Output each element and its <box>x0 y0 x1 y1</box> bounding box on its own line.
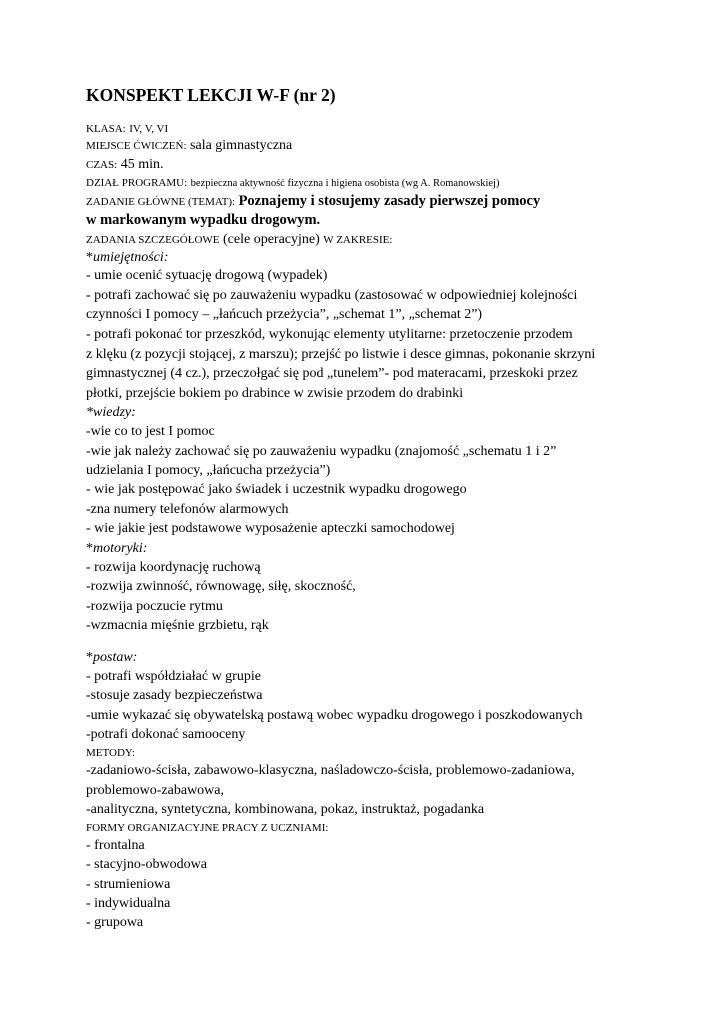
attitudes-star: * <box>86 650 93 665</box>
list-item: -stosuje zasady bezpieczeństwa <box>86 688 263 703</box>
list-item: -wie jak należy zachować się po zauważeniu wypadku (znajomość „schematu 1 i 2” <box>86 444 557 459</box>
class-label: KLASA: <box>86 123 126 135</box>
main-task-label: ZADANIE GŁÓWNE (TEMAT): <box>86 196 236 208</box>
program-label: DZIAŁ PROGRAMU: <box>86 177 188 189</box>
list-item: udzielania I pomocy, „łańcucha przeżycia”) <box>86 463 331 478</box>
main-task-line <box>86 192 540 211</box>
program-line <box>86 174 499 193</box>
document-title: KONSPEKT LEKCJI W-F (nr 2) <box>86 85 336 105</box>
main-task-topic: Poznajemy i stosujemy zasady pierwszej pomocy <box>238 193 541 209</box>
list-item: - wie jakie jest podstawowe wyposażenie apteczki samochodowej <box>86 521 455 536</box>
list-item: -umie wykazać się obywatelską postawą wobec wypadku drogowego i poszkodowanych <box>86 708 583 723</box>
motor-heading-text: motoryki: <box>93 541 148 556</box>
list-item: - wie jak postępować jako świadek i uczestnik wypadku drogowego <box>86 482 467 497</box>
list-item: -wie co to jest I pomoc <box>86 424 215 439</box>
list-item: problemowo-zabawowa, <box>86 783 225 798</box>
list-item: - stacyjno-obwodowa <box>86 857 207 872</box>
skills-heading-text: umiejętności: <box>93 250 169 265</box>
list-item: - rozwija koordynację ruchową <box>86 560 261 575</box>
knowledge-heading: *wiedzy: <box>86 405 136 420</box>
list-item: -rozwija zwinność, równowagę, siłę, skoczność, <box>86 579 356 594</box>
list-item: płotki, przejście bokiem po drabince w zwisie przodem do drabinki <box>86 386 464 401</box>
attitudes-heading <box>86 649 137 667</box>
list-item: -analityczna, syntetyczna, kombinowana, pokaz, instruktaż, pogadanka <box>86 802 485 817</box>
list-item: - indywidualna <box>86 896 171 911</box>
program-value: bezpieczna aktywność fizyczna i higiena osobista (wg A. Romanowskiej) <box>190 178 500 189</box>
list-item: - frontalna <box>86 838 145 853</box>
main-task-topic-cont: w markowanym wypadku drogowym. <box>86 212 321 228</box>
list-item: - potrafi zachować się po zauważeniu wypadku (zastosować w odpowiedniej kolejności <box>86 288 578 303</box>
list-item: -wzmacnia mięśnie grzbietu, rąk <box>86 618 269 633</box>
place-line <box>86 137 292 155</box>
place-label: MIEJSCE ĆWICZEŃ: <box>86 140 187 152</box>
class-line <box>86 120 168 138</box>
detailed-tasks-line <box>86 231 392 249</box>
list-item: -zadaniowo-ścisła, zabawowo-klasyczna, naśladowczo-ścisła, problemowo-zadaniowa, <box>86 763 575 778</box>
methods-heading: METODY: <box>86 747 135 759</box>
motor-heading <box>86 540 147 558</box>
forms-heading: FORMY ORGANIZACYJNE PRACY Z UCZNIAMI: <box>86 822 329 834</box>
time-value: 45 min. <box>120 157 164 172</box>
list-item: -zna numery telefonów alarmowych <box>86 502 289 517</box>
list-item: czynności I pomocy – „łańcuch przeżycia”, „schemat 1”, „schemat 2”) <box>86 307 483 322</box>
skills-star: * <box>86 250 93 265</box>
list-item: - potrafi współdziałać w grupie <box>86 669 261 684</box>
motor-star: * <box>86 541 93 556</box>
list-item: gimnastycznej (4 cz.), przeczołgać się pod „tunelem”- pod materacami, przeskoki przez <box>86 366 578 381</box>
time-line <box>86 156 163 174</box>
class-value: IV, V, VI <box>129 123 169 135</box>
list-item: - potrafi pokonać tor przeszkód, wykonując elementy utylitarne: przetoczenie przodem <box>86 327 573 342</box>
place-value: sala gimnastyczna <box>190 138 293 153</box>
time-label: CZAS: <box>86 159 118 171</box>
list-item: -potrafi dokonać samooceny <box>86 727 246 742</box>
detailed-tasks-note: (cele operacyjne) <box>223 232 320 247</box>
list-item: - umie ocenić sytuację drogową (wypadek) <box>86 268 328 283</box>
detailed-tasks-label: ZADANIA SZCZEGÓŁOWE <box>86 234 220 246</box>
detailed-tasks-scope: W ZAKRESIE: <box>323 234 393 246</box>
list-item: -rozwija poczucie rytmu <box>86 599 223 614</box>
list-item: - strumieniowa <box>86 877 171 892</box>
list-item: z klęku (z pozycji stojącej, z marszu); przejść po listwie i desce gimnas, pokonanie skrzyni <box>86 347 596 362</box>
list-item: - grupowa <box>86 915 144 930</box>
skills-heading <box>86 249 168 267</box>
attitudes-heading-text: postaw: <box>93 650 138 665</box>
